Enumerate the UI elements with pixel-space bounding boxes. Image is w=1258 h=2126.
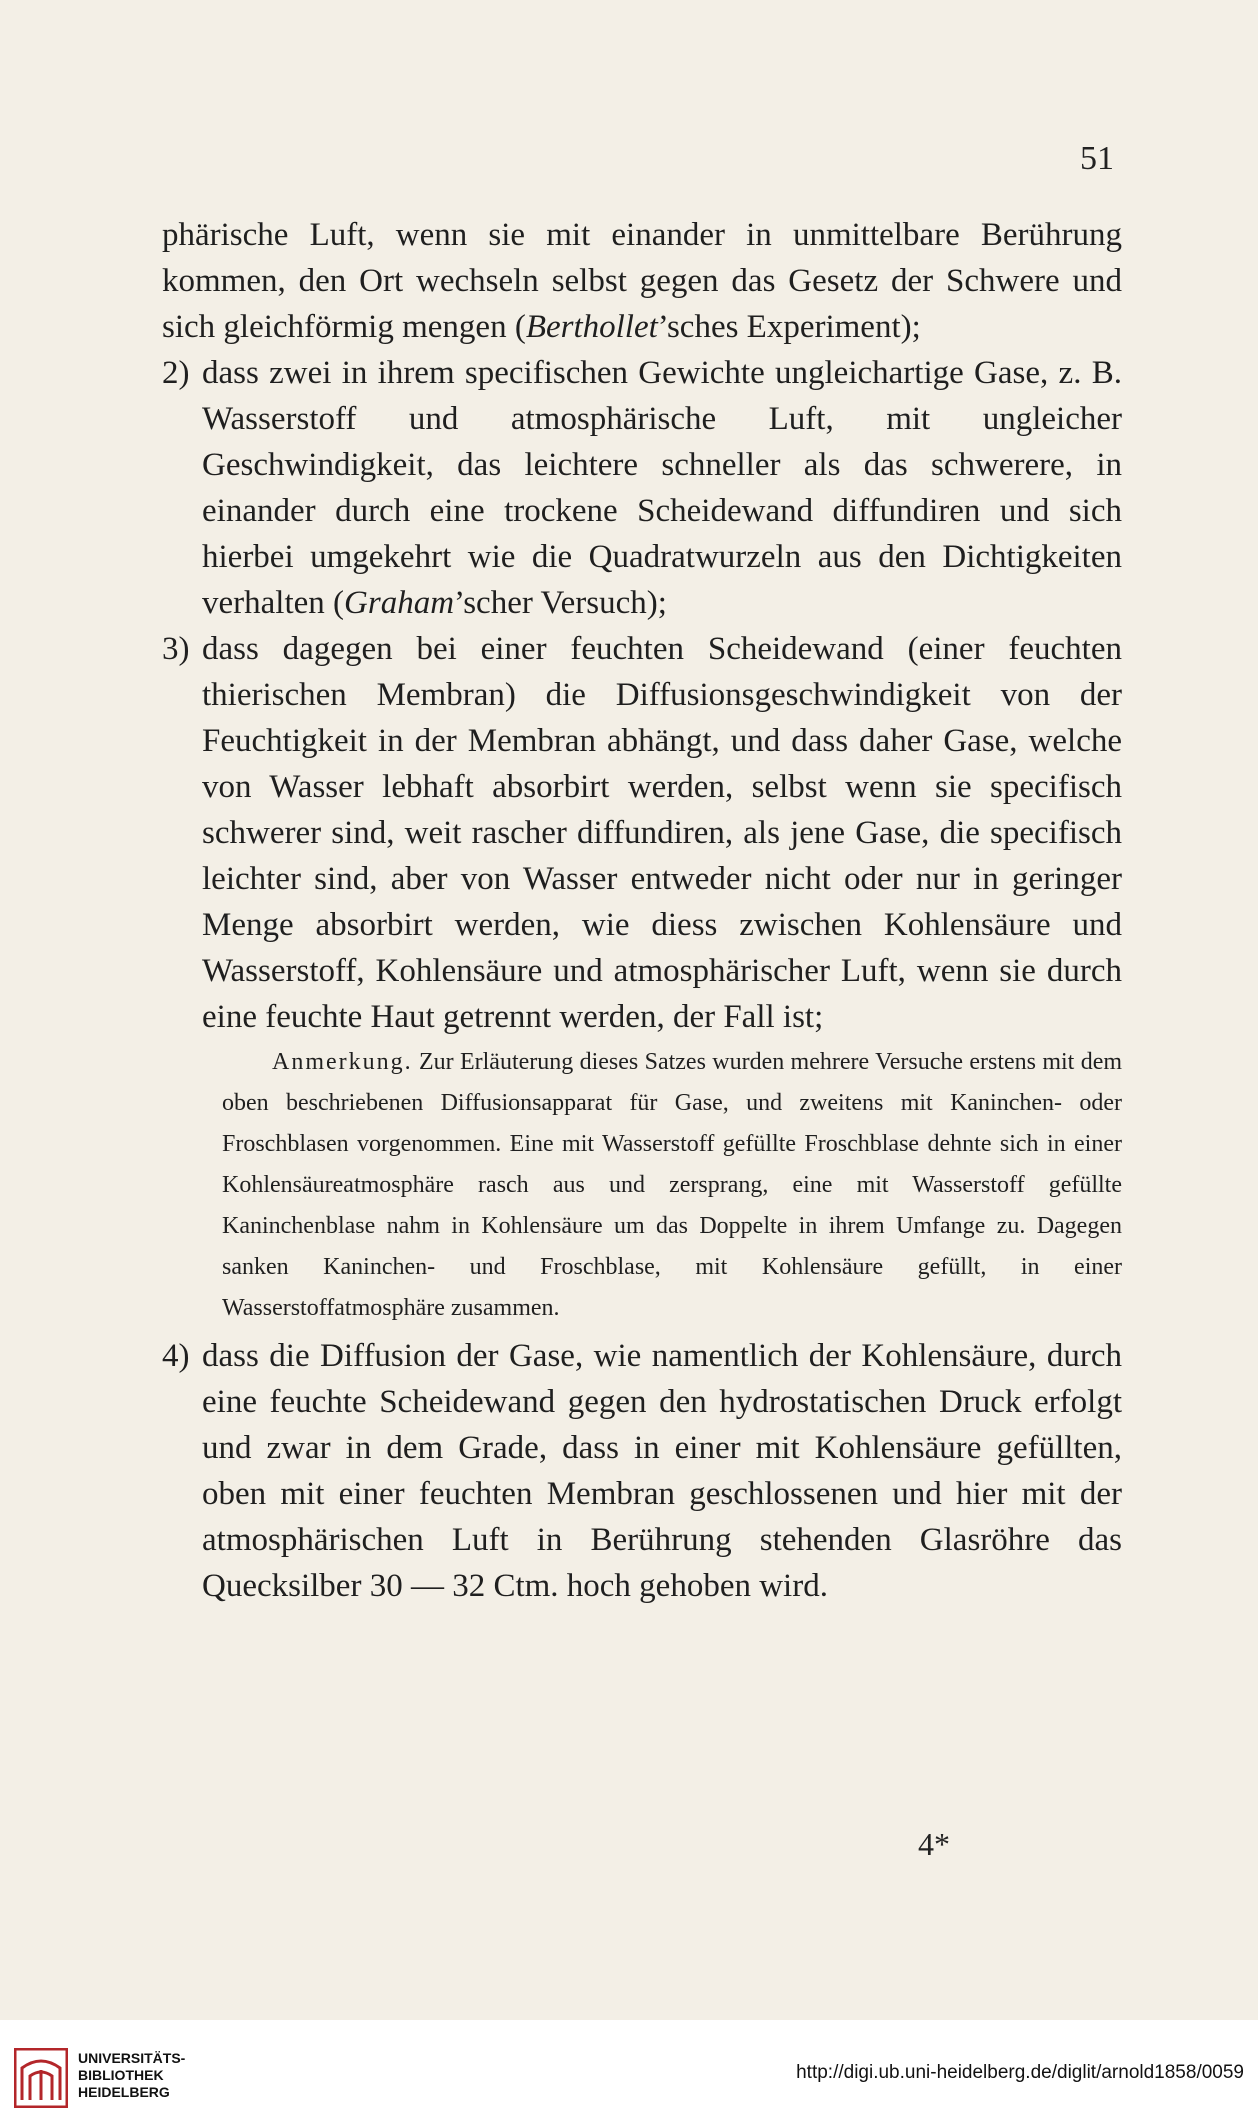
paragraph-1-text-end: ’sches Experiment); bbox=[657, 309, 921, 345]
page-number: 51 bbox=[1080, 140, 1114, 177]
paragraph-4-text: dass die Diffusion der Gase, wie namentlich der Kohlensäure, durch eine feuchte Scheidewand gegen den hydrostatischen Druck erfolgt und zwar in dem Grade, dass in einer mit Kohlensäure gefüllten, oben mit einer feuchten Membran geschlossenen und hier mit der atmosphärischen Luft in Berührung stehenden Glasröhre das Quecksilber 30 — 32 Ctm. hoch gehoben wird. bbox=[202, 1338, 1122, 1604]
annotation-note bbox=[162, 1042, 1122, 1329]
note-lead: Anmerkung. bbox=[272, 1049, 413, 1075]
paragraph-2-text-end: ’scher Versuch); bbox=[454, 585, 667, 621]
paragraph-4 bbox=[162, 1333, 1122, 1609]
paragraph-2 bbox=[162, 350, 1122, 626]
paragraph-1-text: phärische Luft, wenn sie mit einander in unmittelbare Berührung kommen, den Ort wechseln selbst gegen das Gesetz der Schwere und sich gleichförmig mengen ( bbox=[162, 217, 1122, 345]
paragraph-3-text: dass dagegen bei einer feuchten Scheidewand (einer feuchten thierischen Membran) die Diffusionsgeschwindigkeit von der Feuchtigkeit in der Membran abhängt, und dass daher Gase, welche von Wasser lebhaft absorbirt werden, selbst wenn sie specifisch schwerer sind, weit rascher diffundiren, als jene Gase, die specifisch leichter sind, aber von Wasser entweder nicht oder nur in geringer Menge absorbirt werden, wie diess zwischen Kohlensäure und Wasserstoff, Kohlensäure und atmosphärischer Luft, wenn sie durch eine feuchte Haut getrennt werden, der Fall ist; bbox=[202, 631, 1122, 1035]
name-graham: Graham bbox=[344, 585, 455, 621]
item-number-4: 4) bbox=[162, 1338, 190, 1374]
paragraph-3 bbox=[162, 626, 1122, 1040]
note-text: Zur Erläuterung dieses Satzes wurden mehrere Versuche erstens mit dem oben beschriebenen Diffusionsapparat für Gase, und zweitens mit Kaninchen- oder Froschblasen vorgenommen. Eine mit Wasserstoff gefüllte Froschblase dehnte sich in einer Kohlensäureatmosphäre rasch aus und zersprang, eine mit Wasserstoff gefüllte Kaninchenblase nahm in Kohlensäure um das Doppelte in ihrem Umfange zu. Dagegen sanken Kaninchen- und Froschblase, mit Kohlensäure gefüllt, in einer Wasserstoffatmosphäre zusammen. bbox=[222, 1049, 1123, 1321]
footer bbox=[0, 2020, 1258, 2126]
item-number-2: 2) bbox=[162, 355, 190, 391]
library-line-1: UNIVERSITÄTS- bbox=[78, 2050, 186, 2066]
library-line-3: HEIDELBERG bbox=[78, 2084, 170, 2100]
item-number-3: 3) bbox=[162, 631, 190, 667]
name-berthollet: Berthollet bbox=[525, 309, 658, 345]
library-name bbox=[78, 2050, 185, 2101]
body-text bbox=[162, 212, 1122, 1609]
source-url-link[interactable]: http://digi.ub.uni-heidelberg.de/diglit/arnold1858/0059 bbox=[796, 2062, 1244, 2083]
paragraph-2-text: dass zwei in ihrem specifischen Gewichte ungleichartige Gase, z. B. Wasserstoff und atmosphärische Luft, mit ungleicher Geschwindigkeit, das leichtere schneller als das schwerere, in einander durch eine trockene Scheidewand diffundiren und sich hierbei umgekehrt wie die Quadratwurzeln aus den Dichtigkeiten verhalten ( bbox=[202, 355, 1122, 621]
signature-mark: 4* bbox=[918, 1826, 950, 1862]
paragraph-1-continued bbox=[162, 212, 1122, 350]
university-seal-icon bbox=[14, 2048, 68, 2108]
library-line-2: BIBLIOTHEK bbox=[78, 2067, 164, 2083]
